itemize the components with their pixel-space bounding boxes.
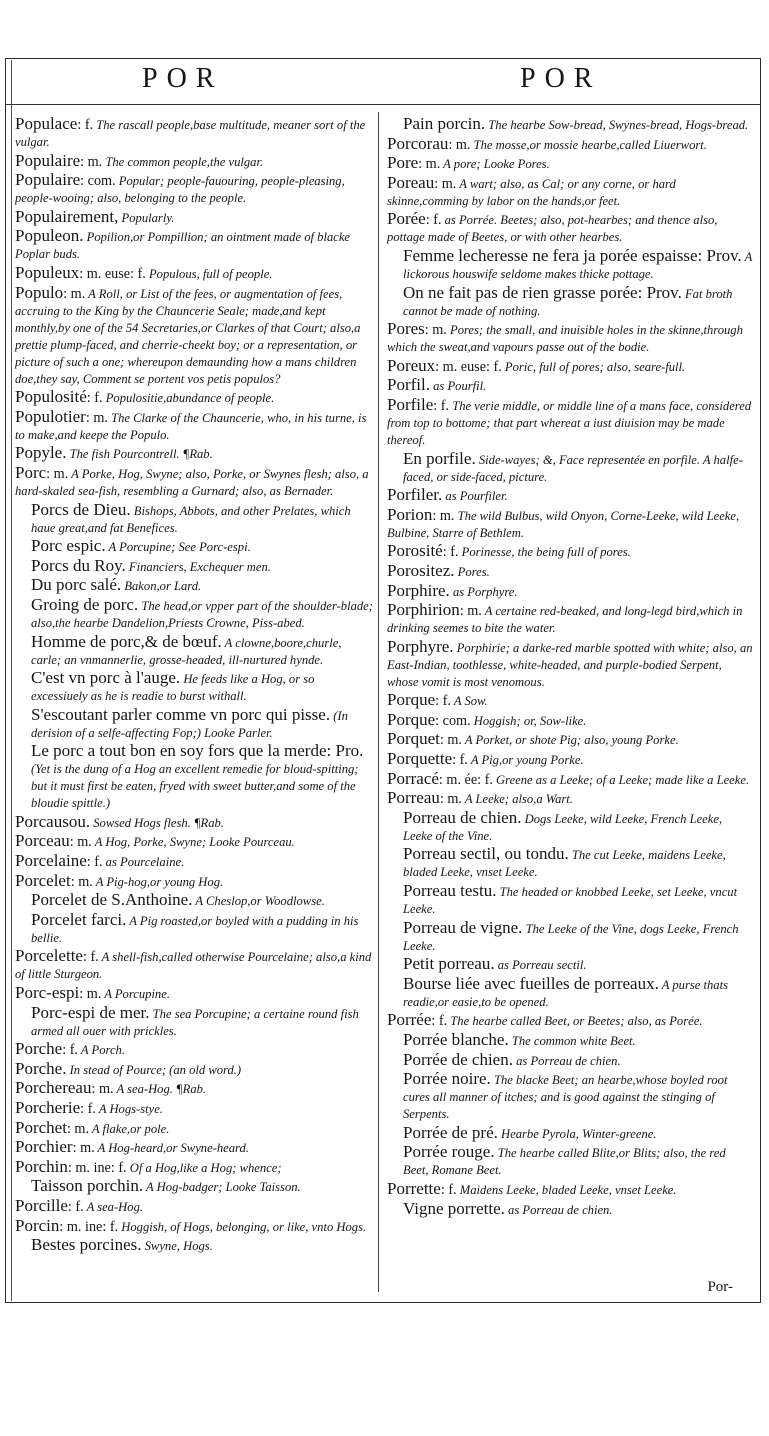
definition: The Leeke of the Vine, dogs Leeke, French Leeke.	[403, 921, 739, 953]
headword: En porfile.	[403, 448, 476, 468]
headword: Porphyre.	[387, 636, 454, 656]
headword: Porque	[387, 690, 436, 710]
definition: The hearbe called Blite,or Blits; also, the red Beet, Romane Beet.	[403, 1146, 726, 1178]
definition: A Cheslop,or Woodlowse.	[192, 894, 325, 909]
headword: Porcs de Dieu.	[31, 499, 131, 519]
left-column	[15, 115, 373, 1256]
dictionary-entry	[387, 562, 753, 581]
headword: Porceau	[15, 831, 70, 851]
definition: Populous, full of people.	[145, 266, 273, 281]
grammar-note: : m.	[424, 322, 447, 339]
dictionary-entry	[387, 1143, 753, 1179]
running-head-right: POR	[520, 63, 602, 94]
grammar-note: : f.	[67, 1198, 84, 1215]
dictionary-entry	[15, 388, 373, 407]
dictionary-entry	[15, 742, 373, 812]
dictionary-entry	[387, 789, 753, 808]
headword: Bestes porcines.	[31, 1235, 142, 1255]
headword: Porque	[387, 709, 436, 729]
dictionary-entry	[387, 711, 753, 730]
grammar-note: : m.	[439, 791, 462, 808]
headword: Populaire	[15, 170, 81, 190]
definition: Poric, full of pores; also, seare-full.	[501, 359, 686, 374]
dictionary-entry	[387, 450, 753, 486]
headword: Homme de porc,& de bœuf.	[31, 631, 222, 651]
dictionary-entry	[15, 171, 373, 207]
grammar-note: : m. euse: f.	[435, 358, 502, 375]
definition: The wild Bulbus, wild Onyon, Corne-Leeke, wild Leeke, Bulbine, Starre of Bethlem.	[387, 508, 740, 540]
dictionary-entry	[15, 813, 373, 832]
definition: A Pig,or young Porke.	[467, 753, 584, 768]
definition: Bishops, Abbots, and other Prelates, which haue great,and fat Benefices.	[31, 503, 351, 535]
running-head-left: POR	[142, 63, 224, 94]
grammar-note: : f.	[435, 693, 451, 710]
definition: The sea Porcupine; a certaine round fish armed all ouer with prickles.	[31, 1006, 359, 1038]
definition: as Porrée. Beetes; also, pot-hearbes; and thence also, pottage made of Beetes, or with other hearbes.	[387, 213, 718, 245]
dictionary-entry	[15, 1197, 373, 1216]
headword: Porrée de pré.	[403, 1122, 498, 1142]
definition: A sea-Hog. ¶Rab.	[113, 1082, 207, 1097]
dictionary-entry	[15, 911, 373, 947]
dictionary-entry	[387, 638, 753, 691]
headword: Pores	[387, 319, 425, 339]
headword: Porphire.	[387, 580, 450, 600]
dictionary-entry	[15, 669, 373, 705]
definition: A lickorous houswife seldome makes thicke pottage.	[403, 249, 753, 281]
headword: Porosité	[387, 541, 443, 561]
headword: Pain porcin.	[403, 114, 486, 133]
dictionary-entry	[387, 376, 753, 395]
dictionary-entry	[387, 115, 753, 134]
dictionary-entry	[387, 357, 753, 376]
definition: A pore; Looke Pores.	[440, 157, 550, 172]
grammar-note: : m.	[79, 986, 102, 1003]
definition: A Pig roasted,or boyled with a pudding in his bellie.	[31, 913, 359, 945]
definition: Bakon,or Lard.	[121, 579, 202, 594]
definition: as Porreau de chien.	[504, 1202, 613, 1217]
definition: A certaine red-beaked, and long-legd bird,which in drinking seemes to bite the water.	[387, 604, 743, 636]
definition: A Porcupine.	[101, 987, 170, 1002]
headword: Porrée rouge.	[403, 1142, 495, 1162]
definition: Hoggish; or, Sow-like.	[470, 713, 587, 728]
definition: The headed or knobbed Leeke, set Leeke, vncut Leeke.	[403, 885, 738, 917]
grammar-note: : f.	[80, 1101, 96, 1117]
grammar-note: : f.	[62, 1042, 78, 1059]
headword: Porcherie	[15, 1098, 81, 1117]
headword: Porositez.	[387, 560, 455, 580]
grammar-note: : f.	[452, 752, 468, 769]
headword: Porche.	[15, 1058, 67, 1078]
grammar-note: : m.	[439, 732, 462, 749]
headword: Taisson porchin.	[31, 1176, 144, 1196]
headword: Porche	[15, 1039, 63, 1059]
dictionary-entry	[15, 557, 373, 576]
dictionary-entry	[15, 947, 373, 983]
definition: A Leeke; also,a Wart.	[461, 792, 573, 807]
dictionary-entry	[387, 320, 753, 356]
dictionary-entry	[15, 1236, 373, 1255]
dictionary-entry	[387, 396, 753, 449]
definition: Popularly.	[118, 210, 175, 225]
dictionary-entry	[15, 596, 373, 632]
headword: Bourse liée avec fueilles de porreaux.	[403, 973, 659, 993]
headword: Porcelet	[15, 870, 71, 890]
dictionary-entry	[387, 486, 753, 505]
definition: A Porket, or shote Pig; also, young Porke.	[461, 733, 679, 748]
dictionary-entry	[15, 1004, 373, 1040]
headword: C'est vn porc à l'auge.	[31, 668, 181, 688]
headword: Porreau testu.	[403, 881, 497, 901]
headword: Porquette	[387, 749, 453, 769]
headword: Porion	[387, 504, 433, 524]
definition: (Yet is the dung of a Hog an excellent remedie for bloud-spitting; but it must first be eaten, fryed with sweet butter,and some of the bloudie spittle.)	[31, 762, 359, 811]
definition: Pores; the small, and inuisible holes in the skinne,through which the sweat,and vapours passe out of the bodie.	[387, 323, 743, 355]
definition: A clowne,boore,churle, carle; an vnmannerlie, grosse-headed, ill-nurtured hynde.	[31, 635, 342, 667]
headword: Porcelette	[15, 946, 83, 966]
definition: The head,or vpper part of the shoulder-blade; also,the hearbe Dandelion,Priests Crowne, Piss-abed.	[31, 598, 373, 630]
headword: Porchier	[15, 1137, 73, 1157]
headword: Porcin	[15, 1215, 60, 1235]
dictionary-entry	[15, 464, 373, 500]
definition: A wart; also, as Cal; or any corne, or hard skinne,comming by labor on the hands,or feet.	[387, 176, 676, 208]
grammar-note: : m.	[72, 1140, 95, 1157]
headword: Porc-espi	[15, 983, 80, 1003]
grammar-note: : m. ine: f.	[67, 1159, 127, 1176]
catchword: Por-	[707, 1279, 733, 1295]
definition: Porphirie; a darke-red marble spotted with white; also, an East-Indian, toothlesse, white-headed, and purple-bodied Serpent, whose vomit is most venomous.	[387, 640, 753, 689]
header-rule	[6, 104, 760, 105]
definition: Sowsed Hogs flesh. ¶Rab.	[90, 815, 224, 830]
definition: A Sow.	[450, 694, 488, 709]
headword: Populaire	[15, 150, 81, 170]
dictionary-entry	[15, 1099, 373, 1118]
headword: Porcelet de S.Anthoine.	[31, 890, 193, 910]
headword: Porracé	[387, 768, 439, 788]
dictionary-entry	[15, 852, 373, 871]
headword: Porquet	[387, 729, 440, 749]
dictionary-entry	[387, 1124, 753, 1143]
definition: (In derision of a selfe-affecting Fop;) Looke Parler.	[31, 708, 348, 740]
grammar-note: : m.	[80, 153, 103, 170]
headword: Porfiler.	[387, 485, 443, 505]
grammar-note: : m.	[66, 1120, 90, 1137]
dictionary-entry	[15, 408, 373, 444]
grammar-note: : m.	[418, 156, 441, 173]
headword: Porreau sectil, ou tondu.	[403, 844, 569, 864]
definition: as Pourfiler.	[442, 489, 508, 504]
definition: A Pig-hog,or young Hog.	[92, 874, 224, 889]
dictionary-entry	[387, 975, 753, 1011]
column-divider	[378, 112, 379, 1292]
headword: Porc	[15, 462, 47, 482]
dictionary-entry	[387, 1011, 753, 1030]
definition: Of a Hog,like a Hog; whence;	[126, 1160, 282, 1175]
grammar-note: : m.	[85, 409, 108, 426]
dictionary-entry	[15, 208, 373, 227]
dictionary-entry	[15, 1040, 373, 1059]
dictionary-entry	[15, 284, 373, 388]
dictionary-entry	[387, 1070, 753, 1123]
headword: S'escoutant parler comme vn porc qui pisse.	[31, 704, 331, 724]
grammar-note: : f.	[433, 397, 450, 414]
dictionary-entry	[387, 919, 753, 955]
dictionary-entry	[15, 984, 373, 1003]
headword: Porreau de chien.	[403, 807, 522, 827]
definition: A Porcupine; See Porc-espi.	[105, 540, 251, 555]
definition: A shell-fish,called otherwise Pourcelaine; also,a kind of little Sturgeon.	[15, 950, 372, 982]
dictionary-entry	[387, 582, 753, 601]
grammar-note: : f.	[86, 854, 103, 871]
dictionary-entry	[15, 1177, 373, 1196]
headword: Porfile	[387, 394, 434, 414]
grammar-note: : com.	[435, 712, 471, 729]
definition: Greene as a Leeke; of a Leeke; made like a Leeke.	[492, 772, 750, 787]
definition: The common white Beet.	[508, 1034, 636, 1048]
grammar-note: : m.	[434, 175, 457, 192]
definition: A Hog-badger; Looke Taisson.	[143, 1180, 301, 1195]
headword: Femme lecheresse ne fera ja porée espaisse: Prov.	[403, 245, 742, 265]
headword: Populo	[15, 282, 64, 302]
dictionary-entry	[387, 135, 753, 154]
definition: The common people,the vulgar.	[102, 154, 264, 169]
definition: A Roll, or List of the fees, or augmentation of fees, accruing to the King by the Chauncerie Seale; made,and kept monthly,by one of the 54 Secretaries,or Clarkes of that Court; also,a prettie plump-faced, and cherrie-cheekt boy; or a representation, or picture of such a one; whereupon demaunding how a mans children doe,they say, Comment se portent vos petis populos?	[15, 286, 361, 386]
grammar-note: : f.	[86, 390, 103, 407]
headword: Porcs du Roy.	[31, 555, 126, 575]
grammar-note: : m.	[69, 834, 92, 851]
grammar-note: : f.	[431, 1013, 448, 1030]
headword: Petit porreau.	[403, 954, 495, 974]
definition: Financiers, Exchequer men.	[125, 559, 271, 574]
dictionary-entry	[387, 691, 753, 710]
definition: Hoggish, of Hogs, belonging, or like, vnto Hogs.	[118, 1219, 367, 1234]
definition: The verie middle, or middle line of a mans face, considered from top to bottome; that part whereat a iust diuision may be made thereof.	[387, 398, 752, 447]
headword: Poreau	[387, 172, 435, 192]
definition: Popilion,or Pompillion; an ointment made of blacke Poplar buds.	[15, 230, 351, 262]
headword: Porcorau	[387, 133, 449, 153]
dictionary-entry	[387, 770, 753, 789]
grammar-note: : f.	[442, 544, 459, 561]
grammar-note: : m.	[70, 873, 93, 890]
definition: The hearbe called Beet, or Beetes; also, as Porée.	[447, 1014, 703, 1029]
grammar-note: : m.	[448, 136, 471, 153]
dictionary-entry	[387, 284, 753, 320]
headword: Porrette	[387, 1178, 441, 1198]
headword: Porreau	[387, 788, 440, 808]
headword: Poreux	[387, 355, 436, 375]
dictionary-entry	[387, 601, 753, 637]
dictionary-entry	[15, 891, 373, 910]
definition: Hearbe Pyrola, Winter-greene.	[497, 1126, 657, 1141]
headword: Popyle.	[15, 443, 67, 463]
dictionary-entry	[15, 832, 373, 851]
dictionary-entry	[387, 506, 753, 542]
dictionary-entry	[15, 1119, 373, 1138]
dictionary-entry	[15, 1158, 373, 1177]
grammar-note: : f.	[425, 212, 442, 229]
definition: Porinesse, the being full of pores.	[458, 545, 631, 560]
headword: Porphirion	[387, 600, 460, 620]
dictionary-entry	[15, 152, 373, 171]
definition: Populositie,abundance of people.	[102, 391, 275, 406]
definition: Fat broth cannot be made of nothing.	[403, 286, 733, 318]
dictionary-entry	[387, 1031, 753, 1050]
left-border-rule	[11, 60, 12, 1301]
headword: Porfil.	[387, 375, 430, 395]
definition: A Hog-heard,or Swyne-heard.	[94, 1141, 249, 1156]
headword: Porcelaine	[15, 851, 87, 871]
dictionary-entry	[15, 115, 373, 151]
grammar-note: : m.	[459, 603, 482, 620]
headword: Porrée blanche.	[403, 1030, 509, 1049]
dictionary-entry	[15, 633, 373, 669]
right-column	[387, 115, 753, 1219]
dictionary-entry	[15, 1079, 373, 1098]
headword: Le porc a tout bon en soy fors que la merde: Pro.	[31, 741, 364, 761]
definition: as Porphyre.	[449, 584, 518, 599]
dictionary-entry	[387, 174, 753, 210]
definition: as Pourfil.	[429, 379, 487, 394]
dictionary-entry	[387, 730, 753, 749]
definition: The Clarke of the Chauncerie, who, in his turne, is to make,and keepe the Populo.	[15, 410, 367, 442]
definition: Popular; people-fauouring, people-pleasing, people-wooing; also, belonging to the people.	[15, 174, 345, 206]
dictionary-entry	[387, 210, 753, 246]
headword: Populotier	[15, 406, 86, 426]
headword: Du porc salé.	[31, 575, 122, 595]
grammar-note: : m. ée: f.	[438, 771, 493, 788]
dictionary-entry	[15, 264, 373, 283]
definition: The blacke Beet; an hearbe,whose boyled root cures all manner of itches; and is good against the stinging of Serpents.	[403, 1073, 728, 1122]
headword: Porrée noire.	[403, 1069, 491, 1089]
dictionary-entry	[15, 501, 373, 537]
dictionary-entry	[387, 882, 753, 918]
dictionary-entry	[387, 809, 753, 845]
headword: Pore	[387, 153, 419, 173]
definition: A Porke, Hog, Swyne; also, Porke, or Swynes flesh; also, a hard-skaled sea-fish, resembling a Gurnard; also, as Bernader.	[15, 466, 369, 498]
grammar-note: : m.	[432, 507, 455, 524]
definition: A Hog, Porke, Swyne; Looke Pourceau.	[91, 835, 295, 850]
headword: Porchet	[15, 1117, 67, 1137]
grammar-note: : f.	[77, 117, 94, 133]
definition: The cut Leeke, maidens Leeke, bladed Leeke, vnset Leeke.	[403, 848, 726, 880]
headword: Porrée de chien.	[403, 1049, 513, 1069]
dictionary-entry	[15, 706, 373, 742]
headword: Populosité	[15, 387, 87, 407]
definition: Swyne, Hogs.	[141, 1239, 213, 1254]
definition: He feeds like a Hog, or so excessiuely as he is readie to burst withall.	[31, 672, 315, 704]
headword: Porc-espi de mer.	[31, 1002, 150, 1022]
grammar-note: : com.	[80, 173, 116, 190]
headword: Porcelet farci.	[31, 909, 127, 929]
grammar-note: : m. ine: f.	[59, 1218, 119, 1235]
headword: Populeux	[15, 262, 80, 282]
definition: A flake,or pole.	[89, 1121, 170, 1136]
definition: The fish Pourcontrell. ¶Rab.	[66, 447, 213, 462]
grammar-note: : f.	[440, 1181, 457, 1198]
headword: Populace	[15, 114, 78, 133]
definition: as Pourcelaine.	[102, 855, 185, 870]
dictionary-entry	[15, 872, 373, 891]
grammar-note: : f.	[82, 949, 99, 966]
headword: Populeon.	[15, 226, 84, 246]
dictionary-entry	[387, 955, 753, 974]
headword: Porreau de vigne.	[403, 917, 523, 937]
dictionary-entry	[387, 1200, 753, 1219]
headword: Populairement,	[15, 206, 119, 226]
dictionary-entry	[15, 227, 373, 263]
definition: Side-wayes; &, Face representée en porfile. A halfe-faced, or side-faced, picture.	[403, 452, 743, 484]
definition: Pores.	[454, 564, 490, 579]
grammar-note: : m.	[63, 285, 86, 302]
dictionary-entry	[15, 1060, 373, 1079]
definition: A purse thats readie,or easie,to be opened.	[403, 977, 729, 1009]
dictionary-entry	[15, 444, 373, 463]
definition: A sea-Hog.	[83, 1199, 144, 1214]
dictionary-entry	[15, 1138, 373, 1157]
headword: Porchin	[15, 1156, 68, 1176]
headword: Groing de porc.	[31, 594, 139, 614]
headword: Porcausou.	[15, 811, 91, 831]
grammar-note: : m. euse: f.	[79, 265, 146, 282]
dictionary-entry	[387, 845, 753, 881]
dictionary-entry	[387, 154, 753, 173]
dictionary-entry	[15, 1217, 373, 1236]
headword: Porrée	[387, 1010, 432, 1030]
grammar-note: : m.	[46, 465, 69, 482]
dictionary-entry	[15, 576, 373, 595]
definition: A Porch.	[77, 1043, 125, 1058]
dictionary-entry	[387, 247, 753, 283]
definition: The mosse,or mossie hearbe,called Liuerwort.	[470, 137, 707, 152]
definition: as Porreau de chien.	[512, 1053, 621, 1068]
dictionary-entry	[387, 1051, 753, 1070]
dictionary-entry	[387, 542, 753, 561]
definition: as Porreau sectil.	[494, 958, 587, 973]
headword: Porcille	[15, 1195, 68, 1215]
definition: In stead of Pource; (an old word.)	[66, 1062, 242, 1077]
definition: Maidens Leeke, bladed Leeke, vnset Leeke.	[456, 1182, 677, 1197]
dictionary-entry	[387, 1180, 753, 1199]
headword: Vigne porrette.	[403, 1198, 505, 1218]
headword: Porc espic.	[31, 536, 106, 556]
dictionary-entry	[387, 750, 753, 769]
headword: Porée	[387, 209, 426, 229]
dictionary-entry	[15, 537, 373, 556]
headword: Porchereau	[15, 1078, 92, 1098]
definition: The rascall people,base multitude, meaner sort of the vulgar.	[15, 118, 366, 149]
headword: On ne fait pas de rien grasse porée: Prov.	[403, 282, 682, 302]
grammar-note: : m.	[91, 1081, 114, 1098]
definition: The hearbe Sow-bread, Swynes-bread, Hogs-bread.	[485, 118, 749, 132]
definition: A Hogs-stye.	[95, 1102, 163, 1116]
definition: Dogs Leeke, wild Leeke, French Leeke, Leeke of the Vine.	[403, 811, 723, 843]
